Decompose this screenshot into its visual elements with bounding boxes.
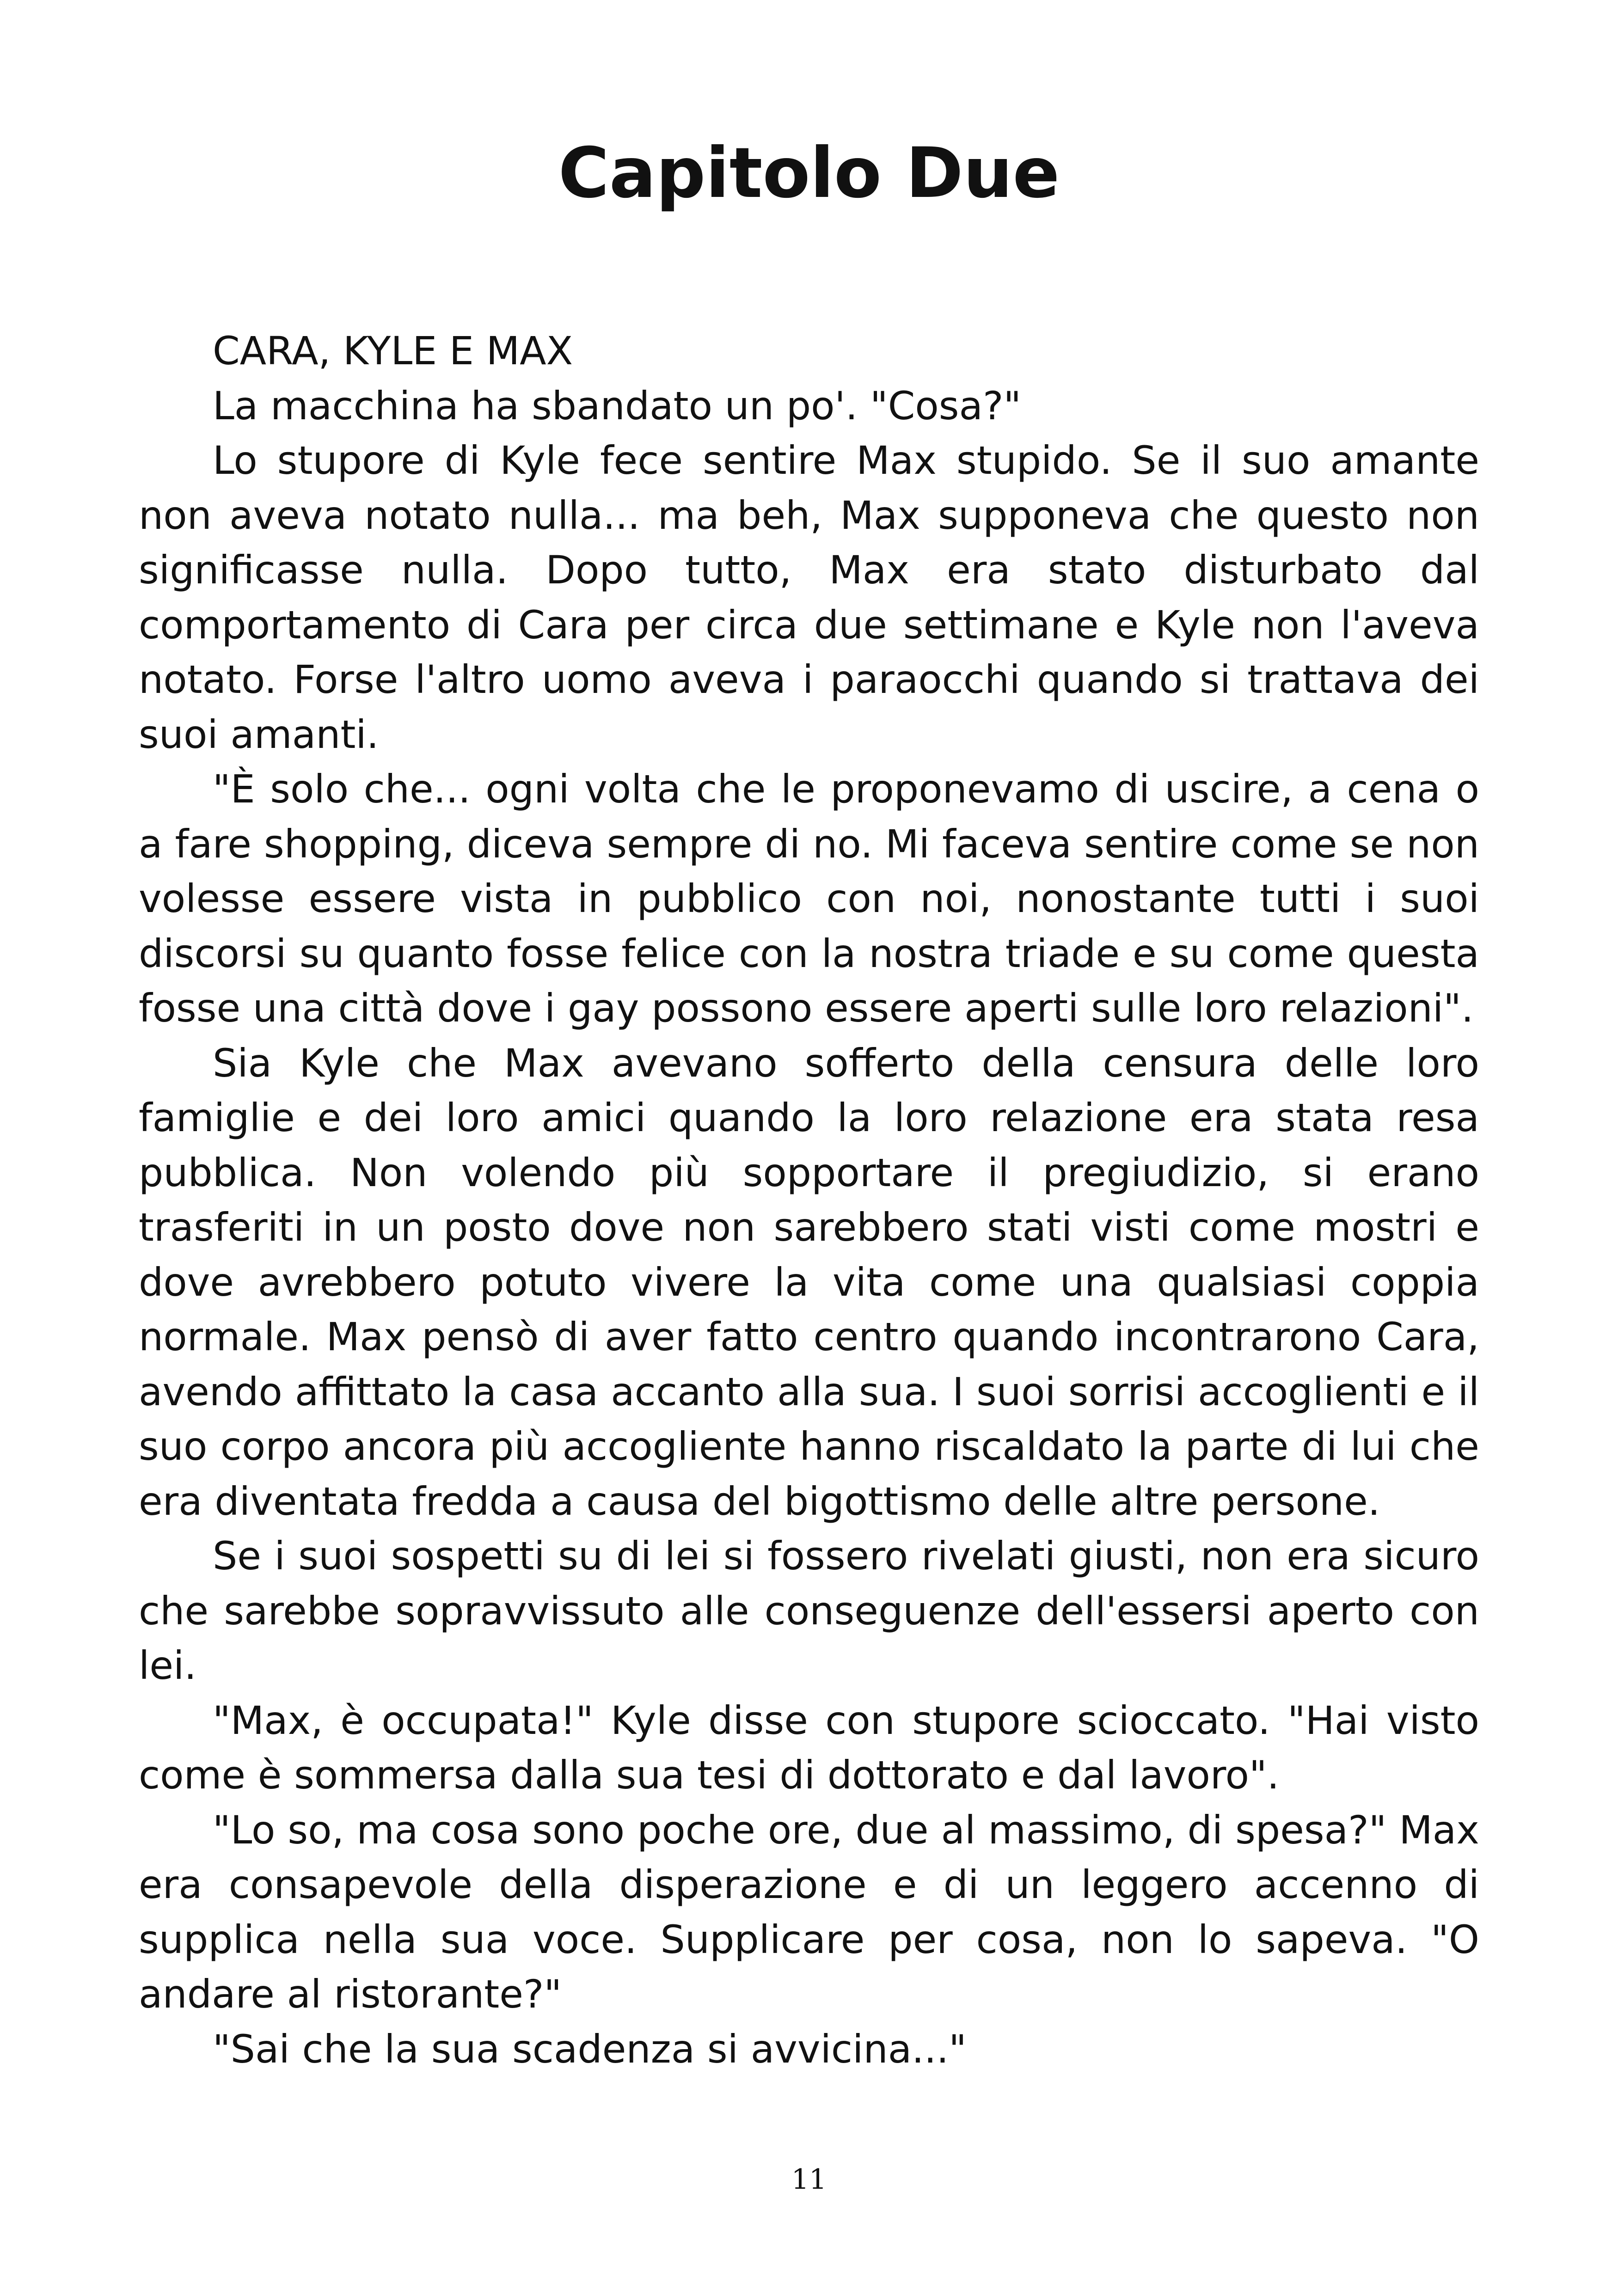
paragraph-heading: CARA, KYLE E MAX (213, 328, 573, 373)
paragraph: "Max, è occupata!" Kyle disse con stupore scioccato. "Hai visto come è sommersa dalla sua tesi di dottorato e dal lavoro". (139, 1697, 1479, 1798)
paragraph: Se i suoi sospetti su di lei si fossero rivelati giusti, non era sicuro che sarebbe sopravvissuto alle conseguenze dell'essersi aperto con lei. (139, 1533, 1479, 1688)
paragraph: Lo stupore di Kyle fece sentire Max stupido. Se il suo amante non aveva notato nulla... ma beh, Max supponeva che questo non significasse nulla. Dopo tutto, Max era stato disturbato dal comportamento di Cara per circa due settimane e Kyle non l'aveva notato. Forse l'altro uomo aveva i paraocchi quando si trattava dei suoi amanti. (139, 438, 1479, 757)
chapter-title: Capitolo Due (558, 133, 1060, 214)
paragraph: Sia Kyle che Max avevano sofferto della censura delle loro famiglie e dei loro amici quando la loro relazione era stata resa pubblica. Non volendo più sopportare il pregiudizio, si erano trasferiti in un posto dove non sarebbero stati visti come mostri e dove avrebbero potuto vivere la vita come una qualsiasi coppia normale. Max pensò di aver fatto centro quando incontrarono Cara, avendo affittato la casa accanto alla sua. I suoi sorrisi accoglienti e il suo corpo ancora più accogliente hanno riscaldato la parte di lui che era diventata fredda a causa del bigottismo delle altre persone. (139, 1040, 1479, 1524)
paragraph: "Lo so, ma cosa sono poche ore, due al massimo, di spesa?" Max era consapevole della disperazione e di un leggero accenno di supplica nella sua voce. Supplicare per cosa, non lo sapeva. "O andare al ristorante?" (139, 1807, 1479, 2017)
paragraph: La macchina ha sbandato un po'. "Cosa?" (213, 383, 1022, 429)
chapter-body (139, 324, 1479, 2076)
page-number: 11 (791, 2163, 827, 2196)
paragraph: "Sai che la sua scadenza si avvicina..." (213, 2026, 967, 2072)
paragraph: "È solo che... ogni volta che le proponevamo di uscire, a cena o a fare shopping, diceva sempre di no. Mi faceva sentire come se non volesse essere vista in pubblico con noi, nonostante tutti i suoi discorsi su quanto fosse felice con la nostra triade e su come questa fosse una città dove i gay possono essere aperti sulle loro relazioni". (139, 766, 1479, 1031)
